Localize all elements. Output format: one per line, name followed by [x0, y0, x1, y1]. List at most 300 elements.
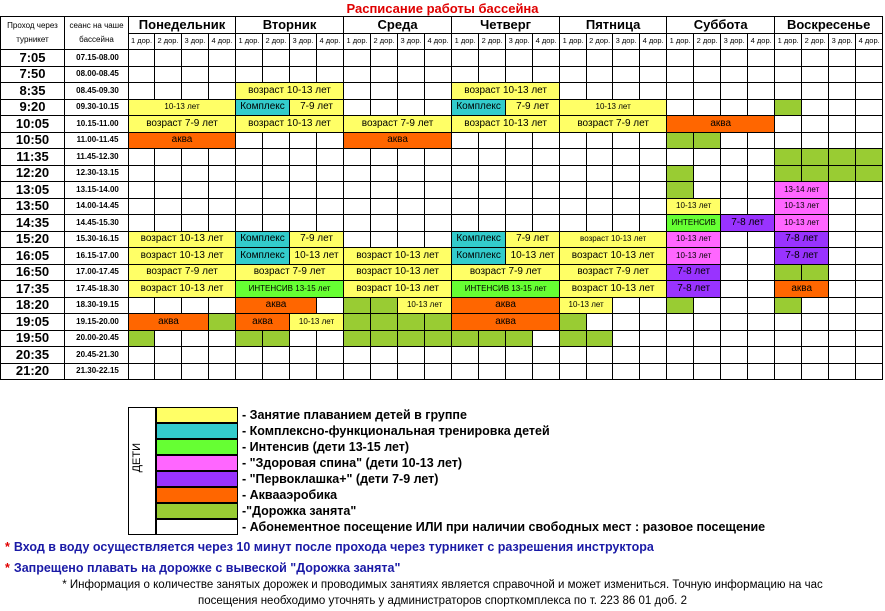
lane-busy-slot [452, 330, 479, 347]
empty-slot [398, 363, 425, 380]
turnstile-time: 7:50 [1, 66, 65, 83]
empty-slot [667, 149, 694, 166]
empty-slot [775, 314, 802, 331]
empty-slot [129, 83, 155, 100]
legend-swatch [156, 439, 238, 455]
empty-slot [721, 66, 748, 83]
session-time: 16.15-17.00 [65, 248, 129, 265]
lane-header: 2 дор. [371, 33, 398, 50]
empty-slot [856, 132, 883, 149]
class-slot: 10-13 лет [667, 248, 721, 265]
empty-slot [290, 50, 317, 67]
empty-slot [317, 132, 344, 149]
empty-slot [613, 215, 640, 232]
class-slot: возраст 10-13 лет [344, 281, 452, 298]
lane-header: 2 дор. [263, 33, 290, 50]
footnote-line: * Информация о количестве занятых дорожек и проводимых занятиях является справочной и может измениться. Точную информацию на час [62, 579, 823, 591]
empty-slot [829, 231, 856, 248]
lane-busy-slot [371, 330, 398, 347]
empty-slot [748, 297, 775, 314]
empty-slot [290, 363, 317, 380]
empty-slot [209, 198, 236, 215]
empty-slot [371, 83, 398, 100]
session-time: 15.30-16.15 [65, 231, 129, 248]
empty-slot [587, 215, 613, 232]
class-slot: возраст 7-9 лет [129, 116, 236, 133]
session-time: 08.00-08.45 [65, 66, 129, 83]
lane-busy-slot [775, 99, 802, 116]
empty-slot [317, 50, 344, 67]
empty-slot [263, 132, 290, 149]
empty-slot [587, 50, 613, 67]
lane-busy-slot [560, 314, 587, 331]
empty-slot [479, 363, 506, 380]
empty-slot [155, 363, 182, 380]
lane-busy-slot [775, 165, 802, 182]
empty-slot [236, 363, 263, 380]
class-slot: ИНТЕНСИВ 13-15 лет [236, 281, 344, 298]
empty-slot [667, 83, 694, 100]
empty-slot [209, 149, 236, 166]
empty-slot [694, 314, 721, 331]
day-header: Понедельник [129, 17, 236, 34]
empty-slot [748, 363, 775, 380]
turnstile-time: 13:50 [1, 198, 65, 215]
class-slot: возраст 10-13 лет [236, 116, 344, 133]
class-slot: возраст 7-9 лет [560, 116, 667, 133]
empty-slot [533, 330, 560, 347]
empty-slot [155, 83, 182, 100]
empty-slot [802, 347, 829, 364]
lane-header: 1 дор. [344, 33, 371, 50]
empty-slot [856, 116, 883, 133]
empty-slot [425, 83, 452, 100]
legend-text: - Аквааэробика [242, 488, 338, 502]
session-time: 12.30-13.15 [65, 165, 129, 182]
class-slot: 10-13 лет [129, 99, 236, 116]
empty-slot [560, 132, 587, 149]
session-time: 13.15-14.00 [65, 182, 129, 199]
empty-slot [344, 182, 371, 199]
empty-slot [640, 50, 667, 67]
empty-slot [533, 363, 560, 380]
empty-slot [398, 99, 425, 116]
empty-slot [560, 83, 587, 100]
class-slot: 10-13 лет [775, 215, 829, 232]
empty-slot [236, 215, 263, 232]
empty-slot [506, 132, 533, 149]
legend-swatch [156, 407, 238, 423]
empty-slot [829, 83, 856, 100]
class-slot: аква [129, 314, 209, 331]
empty-slot [587, 198, 613, 215]
lane-header: 3 дор. [398, 33, 425, 50]
empty-slot [613, 297, 640, 314]
session-time: 18.30-19.15 [65, 297, 129, 314]
turnstile-time: 21:20 [1, 363, 65, 380]
class-slot: возраст 10-13 лет [129, 281, 236, 298]
class-slot: 10-13 лет [667, 198, 721, 215]
class-slot: ИНТЕНСИВ [667, 215, 721, 232]
lane-header: 3 дор. [721, 33, 748, 50]
empty-slot [182, 347, 209, 364]
empty-slot [829, 264, 856, 281]
empty-slot [506, 50, 533, 67]
lane-header: 1 дор. [236, 33, 263, 50]
empty-slot [533, 198, 560, 215]
class-slot: возраст 10-13 лет [344, 248, 452, 265]
empty-slot [425, 99, 452, 116]
turnstile-time: 19:05 [1, 314, 65, 331]
empty-slot [344, 215, 371, 232]
turnstile-time: 16:05 [1, 248, 65, 265]
empty-slot [721, 297, 748, 314]
lane-header: 3 дор. [182, 33, 209, 50]
empty-slot [533, 182, 560, 199]
empty-slot [344, 66, 371, 83]
schedule-row [1, 330, 883, 347]
class-slot: аква [344, 132, 452, 149]
empty-slot [236, 149, 263, 166]
empty-slot [829, 132, 856, 149]
empty-slot [236, 66, 263, 83]
session-time: 19.15-20.00 [65, 314, 129, 331]
legend-text: - Занятие плаванием детей в группе [242, 408, 467, 422]
lane-busy-slot [506, 330, 533, 347]
legend-text: -"Дорожка занята" [242, 504, 357, 518]
schedule-row [1, 132, 883, 149]
empty-slot [479, 149, 506, 166]
empty-slot [721, 50, 748, 67]
empty-slot [425, 363, 452, 380]
legend-text: - Интенсив (дети 13-15 лет) [242, 440, 410, 454]
empty-slot [479, 182, 506, 199]
empty-slot [263, 215, 290, 232]
empty-slot [317, 347, 344, 364]
empty-slot [640, 198, 667, 215]
day-header: Воскресенье [775, 17, 883, 34]
empty-slot [209, 66, 236, 83]
empty-slot [856, 50, 883, 67]
class-slot: Комплекс [452, 248, 506, 265]
empty-slot [587, 347, 613, 364]
empty-slot [748, 149, 775, 166]
empty-slot [425, 182, 452, 199]
empty-slot [317, 198, 344, 215]
lane-header: 1 дор. [667, 33, 694, 50]
empty-slot [533, 149, 560, 166]
empty-slot [694, 149, 721, 166]
empty-slot [640, 215, 667, 232]
empty-slot [640, 165, 667, 182]
session-time: 14.45-15.30 [65, 215, 129, 232]
empty-slot [452, 165, 479, 182]
page-title: Расписание работы бассейна [346, 1, 539, 16]
legend-item [156, 519, 765, 535]
lane-header: 4 дор. [209, 33, 236, 50]
empty-slot [506, 149, 533, 166]
empty-slot [829, 281, 856, 298]
empty-slot [533, 50, 560, 67]
empty-slot [560, 149, 587, 166]
lane-busy-slot [209, 314, 236, 331]
empty-slot [748, 198, 775, 215]
lane-busy-slot [371, 297, 398, 314]
empty-slot [182, 165, 209, 182]
empty-slot [209, 297, 236, 314]
empty-slot [452, 347, 479, 364]
legend-item [156, 471, 438, 487]
empty-slot [371, 165, 398, 182]
empty-slot [775, 50, 802, 67]
legend-item [156, 407, 467, 423]
empty-slot [694, 347, 721, 364]
lane-busy-slot [560, 330, 587, 347]
empty-slot [613, 132, 640, 149]
empty-slot [129, 182, 155, 199]
empty-slot [613, 83, 640, 100]
turnstile-time: 8:35 [1, 83, 65, 100]
class-slot: возраст 7-9 лет [560, 264, 667, 281]
empty-slot [398, 165, 425, 182]
empty-slot [667, 66, 694, 83]
turnstile-time: 12:20 [1, 165, 65, 182]
empty-slot [748, 330, 775, 347]
empty-slot [452, 363, 479, 380]
empty-slot [209, 347, 236, 364]
class-slot: Комплекс [236, 99, 290, 116]
empty-slot [236, 198, 263, 215]
empty-slot [829, 363, 856, 380]
empty-slot [506, 363, 533, 380]
empty-slot [290, 165, 317, 182]
empty-slot [802, 50, 829, 67]
empty-slot [587, 132, 613, 149]
class-slot: аква [236, 314, 290, 331]
lane-header: 4 дор. [640, 33, 667, 50]
empty-slot [829, 347, 856, 364]
empty-slot [587, 314, 613, 331]
session-time: 07.15-08.00 [65, 50, 129, 67]
empty-slot [290, 330, 317, 347]
empty-slot [694, 66, 721, 83]
class-slot: 7-8 лет [775, 231, 829, 248]
empty-slot [775, 132, 802, 149]
empty-slot [587, 149, 613, 166]
class-slot: Комплекс [452, 231, 506, 248]
lane-header: 1 дор. [452, 33, 479, 50]
empty-slot [317, 330, 344, 347]
empty-slot [371, 99, 398, 116]
empty-slot [129, 297, 155, 314]
lane-busy-slot [425, 314, 452, 331]
empty-slot [452, 66, 479, 83]
turnstile-time: 18:20 [1, 297, 65, 314]
empty-slot [721, 149, 748, 166]
empty-slot [398, 66, 425, 83]
empty-slot [506, 215, 533, 232]
schedule-row [1, 66, 883, 83]
empty-slot [721, 132, 748, 149]
empty-slot [775, 330, 802, 347]
empty-slot [236, 132, 263, 149]
empty-slot [425, 50, 452, 67]
empty-slot [209, 165, 236, 182]
empty-slot [236, 165, 263, 182]
empty-slot [155, 330, 182, 347]
empty-slot [452, 182, 479, 199]
empty-slot [344, 83, 371, 100]
empty-slot [856, 198, 883, 215]
turnstile-header: Проход через турникет [1, 17, 65, 50]
empty-slot [802, 99, 829, 116]
empty-slot [721, 182, 748, 199]
note-star-icon: * [5, 540, 10, 554]
empty-slot [560, 215, 587, 232]
empty-slot [721, 330, 748, 347]
class-slot: возраст 10-13 лет [129, 248, 236, 265]
empty-slot [344, 50, 371, 67]
empty-slot [344, 347, 371, 364]
empty-slot [694, 330, 721, 347]
class-slot: аква [129, 132, 236, 149]
empty-slot [182, 297, 209, 314]
empty-slot [479, 198, 506, 215]
empty-slot [533, 132, 560, 149]
empty-slot [155, 50, 182, 67]
empty-slot [479, 347, 506, 364]
empty-slot [209, 330, 236, 347]
lane-busy-slot [344, 314, 371, 331]
empty-slot [533, 165, 560, 182]
lane-busy-slot [856, 165, 883, 182]
class-slot: 7-8 лет [775, 248, 829, 265]
empty-slot [640, 314, 667, 331]
empty-slot [317, 215, 344, 232]
empty-slot [748, 182, 775, 199]
empty-slot [829, 248, 856, 265]
empty-slot [829, 116, 856, 133]
class-slot: 13-14 лет [775, 182, 829, 199]
class-slot: 7-8 лет [667, 281, 721, 298]
legend-text: - Абонементное посещение ИЛИ при наличии свободных мест : разовое посещение [242, 520, 766, 534]
schedule-row [1, 182, 883, 199]
empty-slot [775, 83, 802, 100]
legend-item [156, 455, 462, 471]
empty-slot [263, 182, 290, 199]
empty-slot [560, 363, 587, 380]
empty-slot [560, 198, 587, 215]
empty-slot [155, 66, 182, 83]
empty-slot [640, 363, 667, 380]
note-star-icon: * [5, 561, 10, 575]
class-slot: возраст 10-13 лет [560, 231, 667, 248]
empty-slot [425, 231, 452, 248]
empty-slot [667, 99, 694, 116]
schedule-row [1, 165, 883, 182]
empty-slot [290, 66, 317, 83]
empty-slot [613, 198, 640, 215]
empty-slot [155, 182, 182, 199]
empty-slot [398, 83, 425, 100]
empty-slot [856, 99, 883, 116]
empty-slot [344, 99, 371, 116]
empty-slot [802, 132, 829, 149]
empty-slot [640, 132, 667, 149]
empty-slot [371, 149, 398, 166]
lane-busy-slot [694, 132, 721, 149]
lane-header: 3 дор. [613, 33, 640, 50]
empty-slot [829, 50, 856, 67]
empty-slot [748, 66, 775, 83]
empty-slot [263, 363, 290, 380]
day-header: Вторник [236, 17, 344, 34]
empty-slot [263, 347, 290, 364]
empty-slot [155, 198, 182, 215]
empty-slot [425, 215, 452, 232]
empty-slot [667, 314, 694, 331]
schedule-table [0, 16, 883, 380]
empty-slot [155, 149, 182, 166]
class-slot: возраст 10-13 лет [560, 281, 667, 298]
empty-slot [452, 215, 479, 232]
turnstile-time: 10:05 [1, 116, 65, 133]
class-slot: возраст 10-13 лет [236, 83, 344, 100]
lane-busy-slot [667, 297, 694, 314]
empty-slot [748, 314, 775, 331]
empty-slot [398, 149, 425, 166]
empty-slot [721, 363, 748, 380]
empty-slot [344, 165, 371, 182]
empty-slot [748, 132, 775, 149]
empty-slot [452, 50, 479, 67]
class-slot: 10-13 лет [506, 248, 560, 265]
class-slot: 10-13 лет [775, 198, 829, 215]
turnstile-time: 11:35 [1, 149, 65, 166]
empty-slot [802, 297, 829, 314]
legend-swatch [156, 471, 238, 487]
class-slot: аква [236, 297, 317, 314]
turnstile-time: 15:20 [1, 231, 65, 248]
empty-slot [479, 132, 506, 149]
empty-slot [613, 347, 640, 364]
empty-slot [721, 231, 748, 248]
empty-slot [613, 363, 640, 380]
schedule-row [1, 363, 883, 380]
empty-slot [856, 182, 883, 199]
empty-slot [560, 182, 587, 199]
empty-slot [155, 165, 182, 182]
empty-slot [371, 66, 398, 83]
lane-header: 4 дор. [425, 33, 452, 50]
legend-group-bracket [128, 407, 156, 535]
legend-text: - Комплексно-функциональная тренировка детей [242, 424, 550, 438]
session-time: 14.00-14.45 [65, 198, 129, 215]
empty-slot [560, 347, 587, 364]
schedule-row [1, 347, 883, 364]
empty-slot [856, 248, 883, 265]
empty-slot [640, 149, 667, 166]
lane-header: 4 дор. [317, 33, 344, 50]
empty-slot [694, 83, 721, 100]
legend-swatch [156, 423, 238, 439]
empty-slot [829, 99, 856, 116]
session-time: 11.00-11.45 [65, 132, 129, 149]
note-text: Вход в воду осуществляется через 10 минут после прохода через турникет с разрешения инструктора [13, 540, 654, 554]
empty-slot [613, 66, 640, 83]
lane-header: 3 дор. [290, 33, 317, 50]
empty-slot [182, 50, 209, 67]
